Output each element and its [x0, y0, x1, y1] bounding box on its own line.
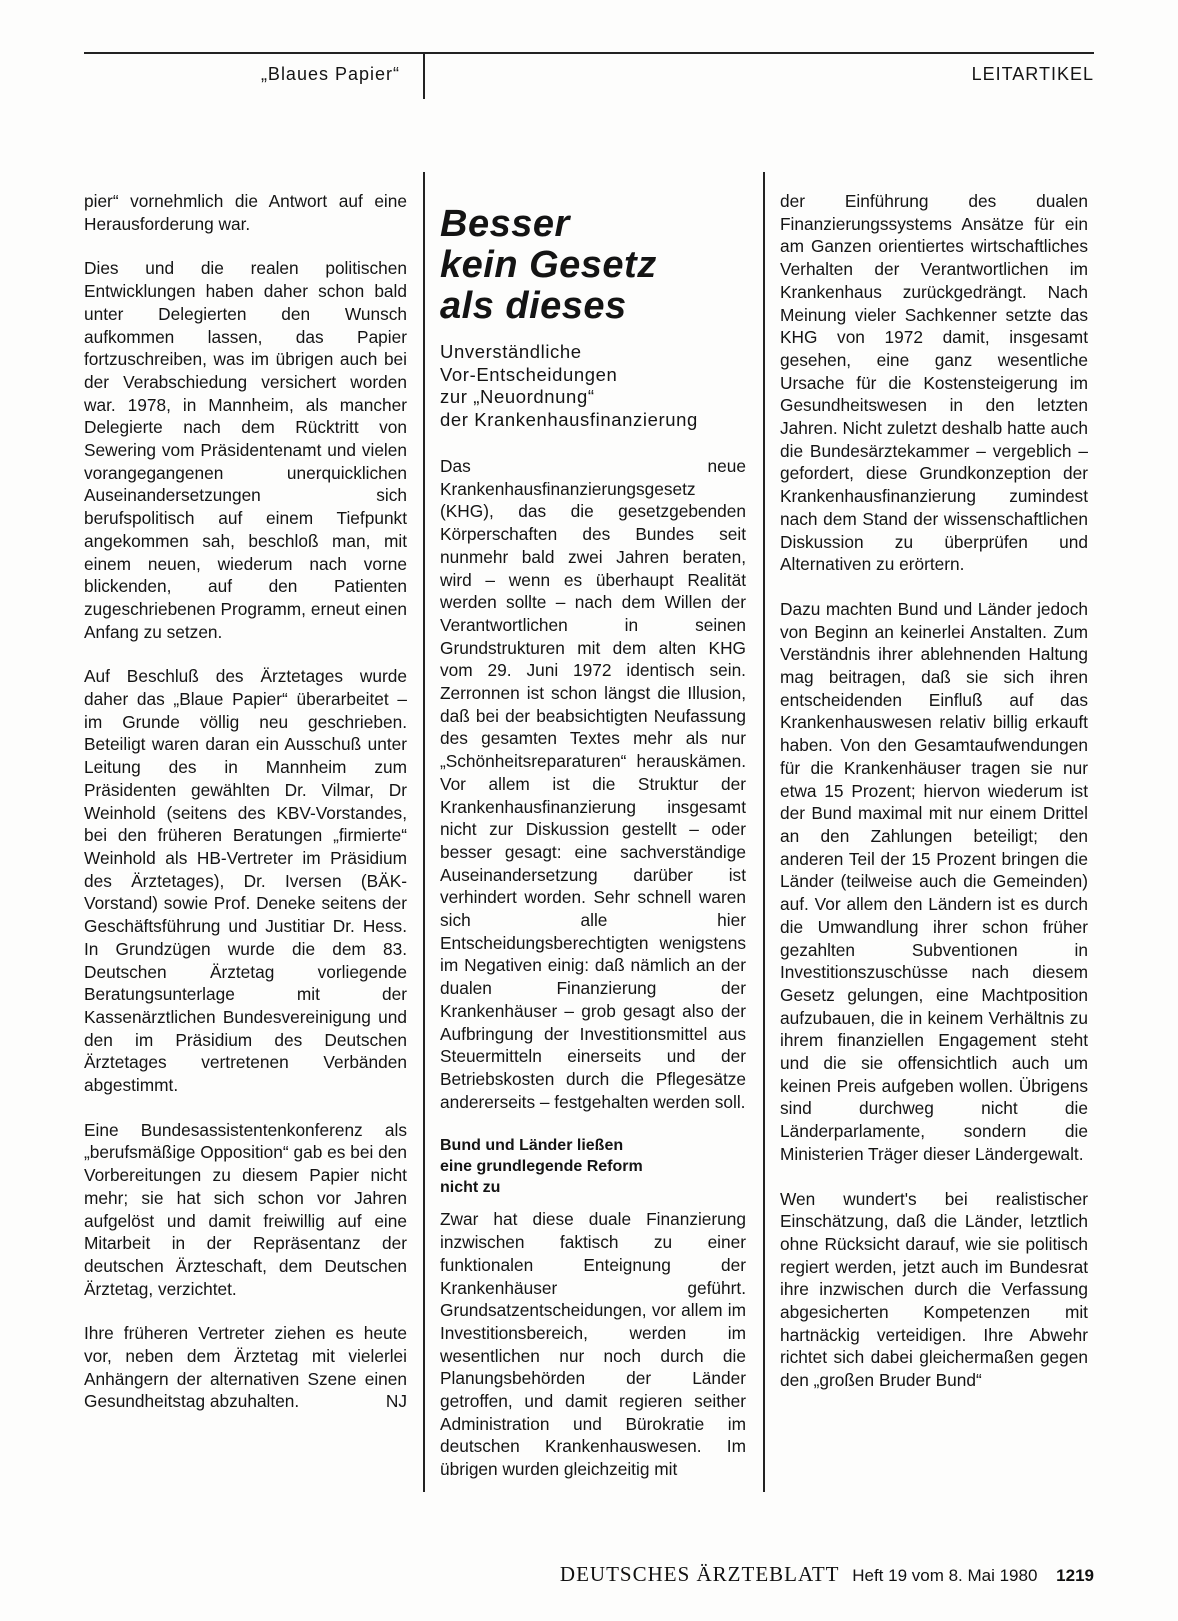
- author-signature: NJ: [385, 1391, 407, 1412]
- paragraph: Wen wundert's bei realistischer Einschätzung, daß die Länder, letztlich ohne Rücksicht darauf, wie sie politisch regiert werden, jetzt auch im Bundesrat ihre inzwischen durch die Verfassung abgesicherten Kompetenzen mit hartnäckig verteidigen. Ihre Abwehr richtet sich dabei gleichermaßen gegen den „großen Bruder Bund“: [780, 1188, 1088, 1391]
- page-footer: [560, 1562, 1094, 1587]
- subtitle-line: Unverständliche: [440, 341, 582, 362]
- subtitle-line: der Krankenhausfinanzierung: [440, 408, 698, 430]
- subheading-line: eine grundlegende Reform: [440, 1158, 643, 1176]
- paragraph-final: [84, 1322, 407, 1413]
- paragraph: Auf Beschluß des Ärztetages wurde daher das „Blaue Papier“ überarbeitet – im Grunde völlig neu geschrieben. Beteiligt waren daran ein Ausschuß unter Leitung des in Mannheim zum Präsidenten gewählten Dr. Vilmar, Dr Weinhold (seitens des KBV-Vorstandes, bei den früheren Beratungen „firmierte“ Weinhold als HB-Vertreter im Präsidium des Ärztetages), Dr. Iversen (BÄK-Vorstand) sowie Prof. Deneke seitens der Geschäftsführung und Justitiar Dr. Hess. In Grundzügen wurde die dem 83. Deutschen Ärztetag vorliegende Beratungsunterlage mit der Kassenärztlichen Bundesvereinigung und den im Präsidium des Deutschen Ärztetages vertretenen Verbänden abgestimmt.: [84, 666, 407, 1096]
- page-number: 1219: [1056, 1566, 1094, 1585]
- column-right: [780, 190, 1088, 1392]
- column-left: [84, 190, 407, 1413]
- column-divider-left: [423, 172, 425, 1492]
- top-rule: [84, 52, 1094, 54]
- paragraph: Das neue Krankenhausfinanzierungsgesetz (KHG), das die gesetzgebenden Körperschaften des Bundes seit nunmehr bald zwei Jahren beraten, wird – wenn es überhaupt Realität werden sollte – nach dem Willen der Verantwortlichen in seinen Grundstrukturen mit dem alten KHG vom 29. Juni 1972 identisch sein. Zerronnen ist schon längst die Illusion, daß bei der beabsichtigten Neufassung des gesamten Textes mehr als nur „Schönheitsreparaturen“ herauskämen. Vor allem ist die Struktur der Krankenhausfinanzierung insgesamt nicht zur Diskussion gestellt – oder besser gesagt: eine sachverständige Auseinandersetzung darüber ist verhindert worden. Sehr schnell waren sich alle hier Entscheidungsberechtigten wenigstens im Negativen einig: daß nämlich an der dualen Finanzierung der Krankenhäuser – grob gesagt also der Aufbringung der Investitionsmittel aus Steuermitteln einerseits und der Betriebskosten durch die Pflegesätze andererseits – festgehalten werden soll.: [440, 456, 746, 1112]
- title-line: Besser: [440, 203, 570, 245]
- article-subtitle: [440, 341, 746, 431]
- journal-name: DEUTSCHES ÄRZTEBLATT: [559, 1562, 840, 1586]
- section-label: LEITARTIKEL: [971, 64, 1094, 84]
- paragraph: Eine Bundesassistentenkonferenz als „berufsmäßige Opposition“ gab es bei den Vorbereitungen zu diesem Papier nicht mehr; sie hat sich schon vor Jahren aufgelöst und damit freiwillig auf eine Mitarbeit in der Repräsentanz der deutschen Ärzteschaft, dem Deutschen Ärztetag, verzichtet.: [84, 1119, 407, 1299]
- paragraph: Zwar hat diese duale Finanzierung inzwischen faktisch zu einer funktionalen Enteignung der Krankenhäuser geführt. Grundsatzentscheidungen, vor allem im Investitionsbereich, werden im wesentlichen nur noch durch die Planungsbehörden der Länder getroffen, und damit regieren seither Administration und Bürokratie im deutschen Krankenhauswesen. Im übrigen wurden gleichzeitig mit: [440, 1209, 746, 1480]
- subheading-line: nicht zu: [440, 1179, 501, 1197]
- subheading-line: Bund und Länder ließen: [440, 1137, 624, 1155]
- title-line: als dieses: [440, 285, 627, 327]
- header-divider: [423, 53, 425, 99]
- subtitle-line: zur „Neuordnung“: [440, 386, 595, 407]
- paragraph: Dies und die realen politischen Entwicklungen haben daher schon bald unter Delegierten den Wunsch aufkommen lassen, das Papier fortzuschreiben, was im übrigen auch bei der Verabschiedung versichert worden war. 1978, in Mannheim, als mancher Delegierte nach dem Rücktritt von Sewering vom Präsidentenamt und vielen vorangegangenen unerquicklichen Auseinandersetzungen sich berufspolitisch auf einem Tiefpunkt angekommen sah, beschloß man, mit einem neuen, wiederum nach vorne blickenden, auf den Patienten zugeschriebenen Programm, erneut einen Anfang zu setzen.: [84, 258, 407, 642]
- paragraph: pier“ vornehmlich die Antwort auf eine Herausforderung war.: [84, 191, 407, 234]
- paragraph-text: Ihre früheren Vertreter ziehen es heute vor, neben dem Ärztetag mit vielerlei Anhängern der alternativen Szene einen Gesundheitstag abzuhalten.: [84, 1323, 407, 1412]
- column-middle: [440, 190, 746, 1481]
- subtitle-line: Vor-Entscheidungen: [440, 363, 618, 385]
- paragraph: Dazu machten Bund und Länder jedoch von Beginn an keinerlei Anstalten. Zum Verständnis ihrer ablehnenden Haltung mag beitragen, daß sie sich ihren entscheidenden Einfluß auf das Krankenhauswesen relativ billig erkauft haben. Von den Gesamtaufwendungen für die Krankenhäuser tragen sie nur etwa 15 Prozent; hiervon wiederum ist der Bund maximal mit nur einem Drittel an den Zahlungen beteiligt; den anderen Teil der 15 Prozent bringen die Länder (teilweise auch die Gemeinden) auf. Vor allem den Ländern ist es durch die Umwandlung ihrer schon früher gezahlten Subventionen in Investitionszuschüsse nach diesem Gesetz gelungen, eine Machtposition aufzubauen, die in keinem Verhältnis zu ihrem finanziellen Engagement steht und die sie offensichtlich auch um keinen Preis aufgeben wollen. Übrigens sind durchweg nicht die Länderparlamente, sondern die Ministerien Träger dieser Ländergewalt.: [780, 598, 1088, 1164]
- column-divider-right: [763, 172, 765, 1492]
- article-title: [440, 204, 746, 327]
- subheading: [440, 1135, 746, 1198]
- running-head-left: „Blaues Papier“: [260, 64, 400, 84]
- issue-info: Heft 19 vom 8. Mai 1980: [852, 1566, 1038, 1585]
- title-line: kein Gesetz: [440, 244, 657, 286]
- paragraph: der Einführung des dualen Finanzierungssystems Ansätze für ein am Ganzen orientiertes wirtschaftliches Verhalten der Verantwortlichen im Krankenhaus zurückgedrängt. Nach Meinung vieler Sachkenner setzte das KHG von 1972 damit, insgesamt gesehen, eine ganz wesentliche Ursache für die Kostensteigerung im Gesundheitswesen in den letzten Jahren. Nicht zuletzt deshalb hatte auch die Bundesärztekammer – vergeblich – gefordert, diese Grundkonzeption der Krankenhausfinanzierung zumindest nach dem Stand der wissenschaftlichen Diskussion zu überprüfen und Alternativen zu erörtern.: [780, 191, 1088, 575]
